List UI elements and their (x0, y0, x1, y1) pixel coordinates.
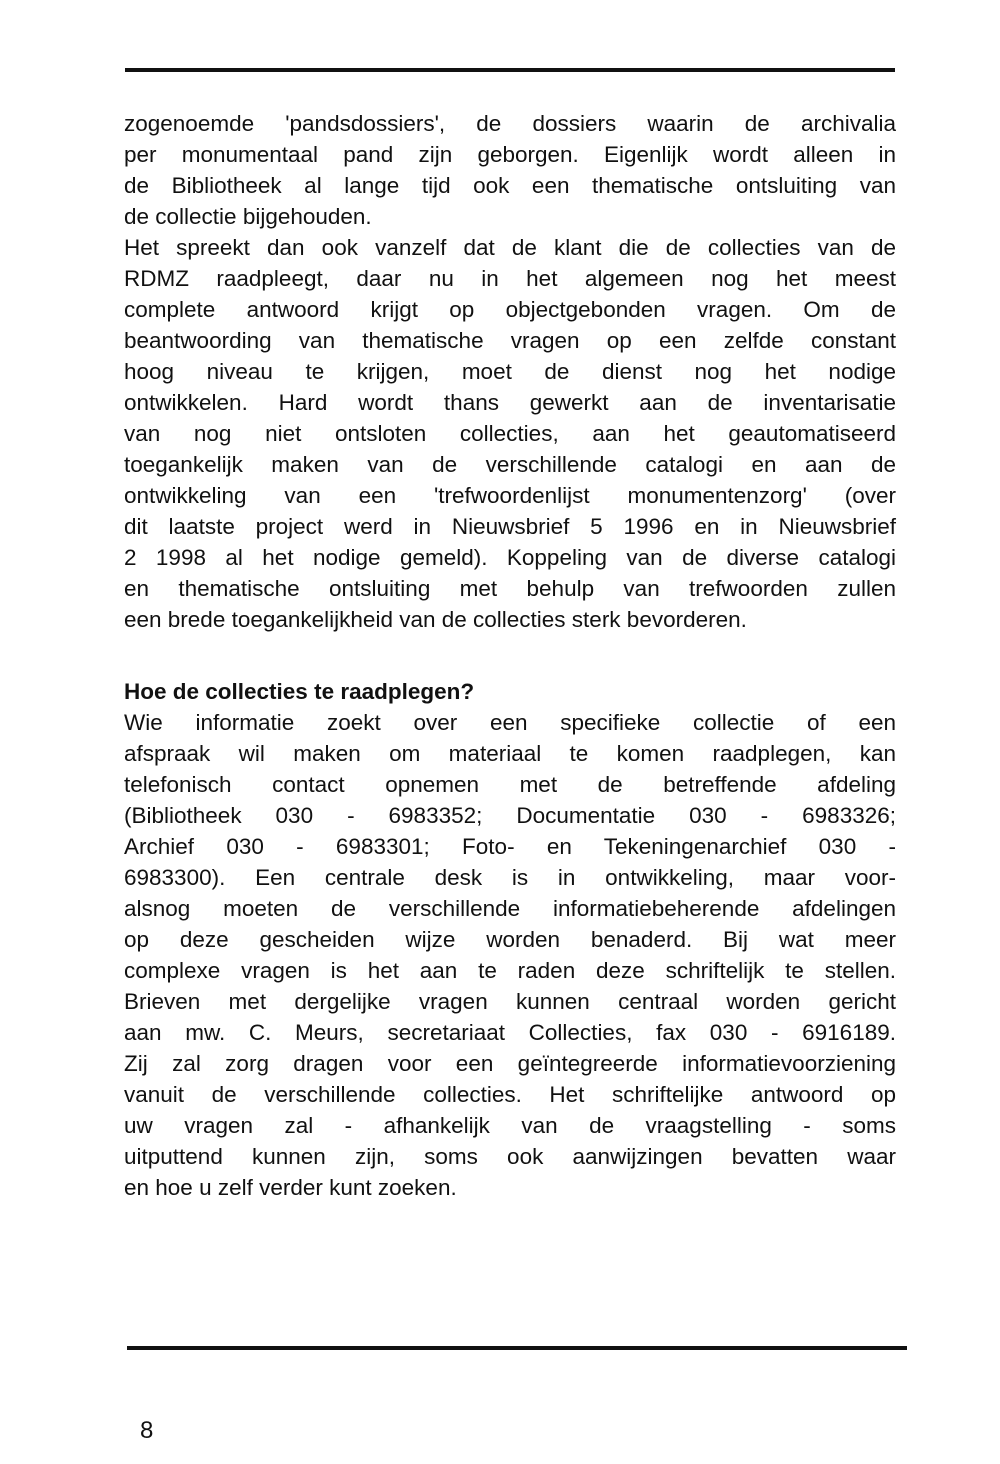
text-line: ontwikkeling van een 'trefwoordenlijst monumentenzorg' (over (124, 483, 896, 508)
text-line: alsnog moeten de verschillende informatiebeherende afdelingen (124, 896, 896, 921)
text-line: en hoe u zelf verder kunt zoeken. (124, 1175, 457, 1200)
text-line: uitputtend kunnen zijn, soms ook aanwijzingen bevatten waar (124, 1144, 896, 1169)
text-line: ontwikkelen. Hard wordt thans gewerkt aan de inventarisatie (124, 390, 896, 415)
bottom-rule (127, 1346, 907, 1350)
text-line: toegankelijk maken van de verschillende catalogi en aan de (124, 452, 896, 477)
text-line: de collectie bijgehouden. (124, 204, 372, 229)
text-line: Archief 030 - 6983301; Foto- en Tekeningenarchief 030 - (124, 834, 896, 859)
body-text-lower (124, 676, 896, 1203)
text-line: Brieven met dergelijke vragen kunnen centraal worden gericht (124, 989, 896, 1014)
text-line: telefonisch contact opnemen met de betreffende afdeling (124, 772, 896, 797)
text-line: zogenoemde 'pandsdossiers', de dossiers waarin de archivalia (124, 111, 896, 136)
text-line: afspraak wil maken om materiaal te komen raadplegen, kan (124, 741, 896, 766)
text-line: de Bibliotheek al lange tijd ook een thematische ontsluiting van (124, 173, 896, 198)
text-line: beantwoording van thematische vragen op een zelfde constant (124, 328, 896, 353)
top-rule (125, 68, 895, 72)
text-line: dit laatste project werd in Nieuwsbrief 5 1996 en in Nieuwsbrief (124, 514, 896, 539)
section-heading: Hoe de collecties te raadplegen? (124, 679, 475, 704)
text-line: complexe vragen is het aan te raden deze schriftelijk te stellen. (124, 958, 896, 983)
text-line: en thematische ontsluiting met behulp van trefwoorden zullen (124, 576, 896, 601)
body-text-upper (124, 108, 896, 635)
text-line: van nog niet ontsloten collecties, aan het geautomatiseerd (124, 421, 896, 446)
text-line: Het spreekt dan ook vanzelf dat de klant die de collecties van de (124, 235, 896, 260)
text-line: Zij zal zorg dragen voor een geïntegreerde informatievoorziening (124, 1051, 896, 1076)
text-line: 6983300). Een centrale desk is in ontwikkeling, maar voor- (124, 865, 896, 890)
text-line: hoog niveau te krijgen, moet de dienst nog het nodige (124, 359, 896, 384)
page-number: 8 (140, 1417, 154, 1444)
text-line: per monumentaal pand zijn geborgen. Eigenlijk wordt alleen in (124, 142, 896, 167)
text-line: vanuit de verschillende collecties. Het schriftelijke antwoord op (124, 1082, 896, 1107)
text-line: aan mw. C. Meurs, secretariaat Collecties, fax 030 - 6916189. (124, 1020, 896, 1045)
text-line: uw vragen zal - afhankelijk van de vraagstelling - soms (124, 1113, 896, 1138)
text-line: 2 1998 al het nodige gemeld). Koppeling van de diverse catalogi (124, 545, 896, 570)
text-line: een brede toegankelijkheid van de collecties sterk bevorderen. (124, 607, 747, 632)
text-line: complete antwoord krijgt op objectgebonden vragen. Om de (124, 297, 896, 322)
text-line: op deze gescheiden wijze worden benaderd. Bij wat meer (124, 927, 896, 952)
text-line: RDMZ raadpleegt, daar nu in het algemeen nog het meest (124, 266, 896, 291)
text-line: Wie informatie zoekt over een specifieke collectie of een (124, 710, 896, 735)
text-line: (Bibliotheek 030 - 6983352; Documentatie 030 - 6983326; (124, 803, 896, 828)
